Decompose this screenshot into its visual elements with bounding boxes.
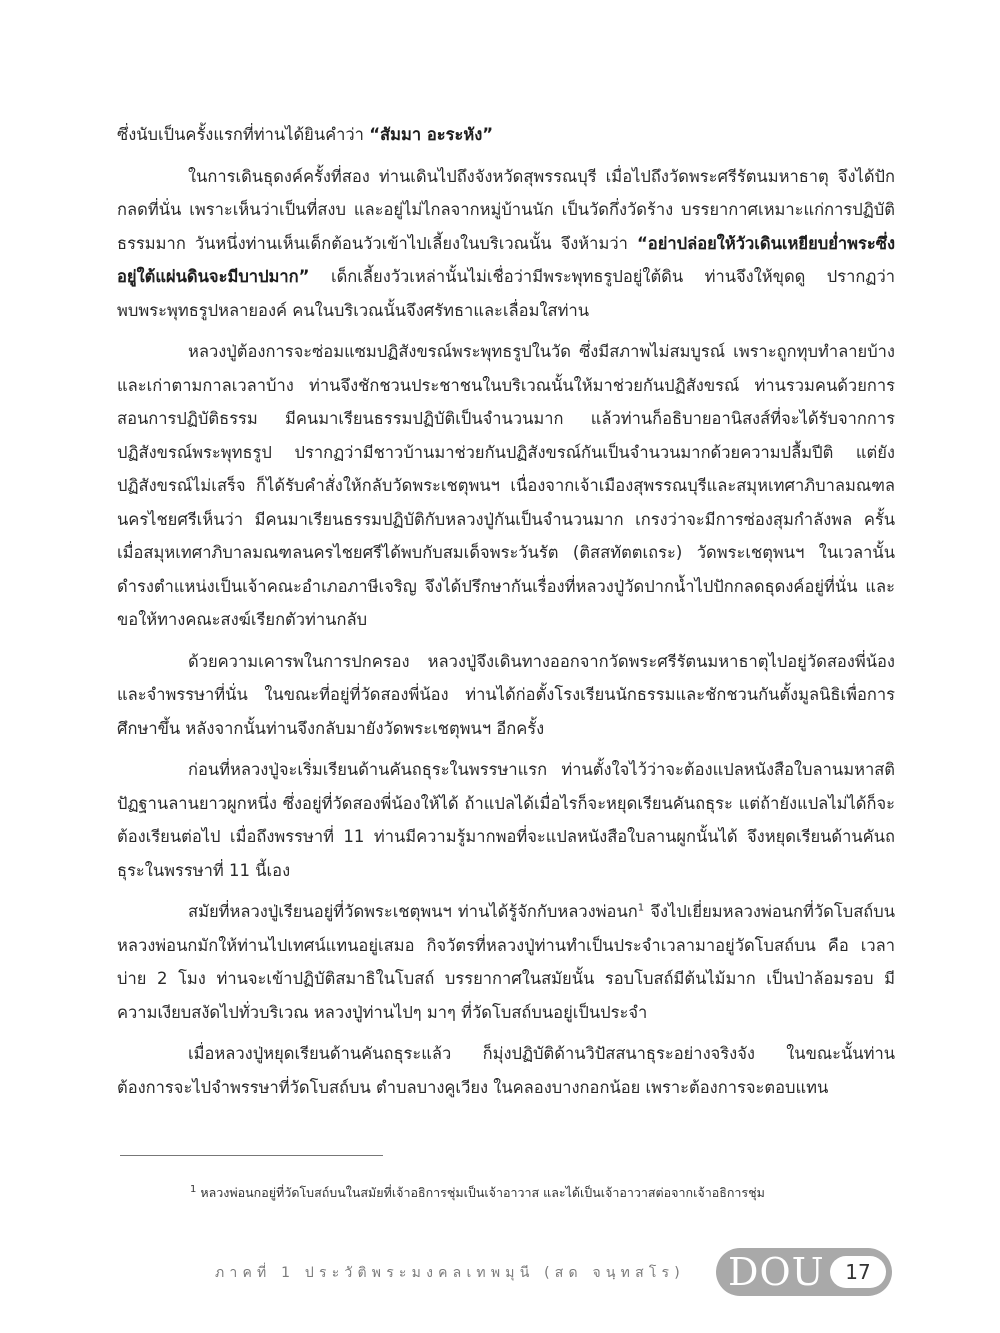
text-run: ก่อนที่หลวงปู่จะเริ่มเรียนด้านคันถธุระในพรรษาแรก ท่านตั้งใจไว้ว่าจะต้องแปลหนังสือใบลานมหาสติปัฏฐานลานยาวผูกหนึ่ง ซึ่งอยู่ที่วัดสองพี่น้องให้ได้ ถ้าแปลได้เมื่อไรก็จะหยุดเรียนคันถธุระ แต่ถ้ายังแปลไม่ได้ก็จะต้องเรียนต่อไป เมื่อถึงพรรษาที่ 11 ท่านมีความรู้มากพอที่จะแปลหนังสือใบลานผูกนั้นได้ จึงหยุดเรียนด้านคันถธุระในพรรษาที่ 11 นี้เอง [117,760,895,880]
body-text [117,118,895,1112]
paragraph [117,160,895,328]
text-run: ในการเดินธุดงค์ครั้งที่สอง ท่านเดินไปถึงจังหวัดสุพรรณบุรี เมื่อไปถึงวัดพระศรีรัตนมหาธาตุ จึงได้ปักกลดที่นั่น เพราะเห็นว่าเป็นที่สงบ และอยู่ไม่ไกลจากหมู่บ้านนัก เป็นวัดกึ่งวัดร้าง บรรยากาศเหมาะแก่การปฏิบัติธรรมมาก วันหนึ่งท่านเห็นเด็กต้อนวัวเข้าไปเลี้ยงในบริเวณนั้น จึงห้ามว่า [117,166,895,253]
bold-quote: “สัมมา อะระหัง” [369,125,494,144]
running-head: ภาคที่ 1 ประวัติพระมงคลเทพมุนี (สด จนฺทสโร) [215,1265,685,1281]
text-run: เมื่อหลวงปู่หยุดเรียนด้านคันถธุระแล้ว ก็มุ่งปฏิบัติด้านวิปัสสนาธุระอย่างจริงจัง ในขณะนั้นท่านต้องการจะไปจำพรรษาที่วัดโบสถ์บน ตำบลบางคูเวียง ในคลองบางกอกน้อย เพราะต้องการจะตอบแทน [117,1044,895,1097]
paragraph [117,753,895,887]
text-run: เด็กเลี้ยงวัวเหล่านั้นไม่เชื่อว่ามีพระพุทธรูปอยู่ใต้ดิน ท่านจึงให้ขุดดู ปรากฏว่าพบพระพุทธรูปหลายองค์ คนในบริเวณนั้นจึงศรัทธาและเลื่อมใสท่าน [117,267,895,320]
dou-logo: DOU [728,1250,825,1294]
page-number: 17 [830,1256,886,1288]
footnote-reference: 1 [637,902,645,914]
text-run: สมัยที่หลวงปู่เรียนอยู่ที่วัดพระเชตุพนฯ ท่านได้รู้จักกับหลวงพ่อนก [188,902,638,921]
footnote-text: หลวงพ่อนกอยู่ที่วัดโบสถ์บนในสมัยที่เจ้าอธิการชุ่มเป็นเจ้าอาวาส และได้เป็นเจ้าอาวาสต่อจากเจ้าอธิการชุ่ม [196,1185,765,1200]
text-run: ซึ่งนับเป็นครั้งแรกที่ท่านได้ยินคำว่า [117,125,370,144]
footnote [190,1184,890,1202]
paragraph [117,1037,895,1104]
page-badge [716,1248,892,1296]
paragraph [117,895,895,1029]
paragraph [117,335,895,637]
footnote-divider [120,1155,383,1156]
text-run: จึงไปเยี่ยมหลวงพ่อนกที่วัดโบสถ์บน หลวงพ่อนกมักให้ท่านไปเทศน์แทนอยู่เสมอ กิจวัตรที่หลวงปู่ท่านทำเป็นประจำเวลามาอยู่วัดโบสถ์บน คือ เวลาบ่าย 2 โมง ท่านจะเข้าปฏิบัติสมาธิในโบสถ์ บรรยากาศในสมัยนั้น รอบโบสถ์มีต้นไม้มาก เป็นป่าล้อมรอบ มีความเงียบสงัดไปทั่วบริเวณ หลวงปู่ท่านไปๆ มาๆ ที่วัดโบสถ์บนอยู่เป็นประจำ [117,902,896,1022]
footnote-mark: 1 [190,1183,197,1195]
paragraph [117,645,895,746]
bold-quote: “อย่าปล่อยให้วัวเดินเหยียบย่ำพระซึ่งอยู่ใต้แผ่นดินจะมีบาปมาก” [117,233,895,286]
paragraph [117,118,895,152]
text-run: หลวงปู่ต้องการจะซ่อมแซมปฏิสังขรณ์พระพุทธรูปในวัด ซึ่งมีสภาพไม่สมบูรณ์ เพราะถูกทุบทำลายบ้าง และเก่าตามกาลเวลาบ้าง ท่านจึงชักชวนประชาชนในบริเวณนั้นให้มาช่วยกันปฏิสังขรณ์ ท่านรวมคนด้วยการสอนการปฏิบัติธรรม มีคนมาเรียนธรรมปฏิบัติเป็นจำนวนมาก แล้วท่านก็อธิบายอานิสงส์ที่จะได้รับจากการปฏิสังขรณ์พระพุทธรูป ปรากฏว่ามีชาวบ้านมาช่วยกันปฏิสังขรณ์กันเป็นจำนวนมากด้วยความปลื้มปีติ แต่ยังปฏิสังขรณ์ไม่เสร็จ ก็ได้รับคำสั่งให้กลับวัดพระเชตุพนฯ เนื่องจากเจ้าเมืองสุพรรณบุรีและสมุหเทศาภิบาลมณฑลนครไชยศรีเห็นว่า มีคนมาเรียนธรรมปฏิบัติกับหลวงปู่กันเป็นจำนวนมาก เกรงว่าจะมีการซ่องสุมกำลังพล ครั้นเมื่อสมุหเทศาภิบาลมณฑลนครไชยศรีได้พบกับสมเด็จพระวันรัต (ติสสทัตตเถระ) วัดพระเชตุพนฯ ในเวลานั้นดำรงตำแหน่งเป็นเจ้าคณะอำเภอภาษีเจริญ จึงได้ปรึกษากันเรื่องที่หลวงปู่วัดปากน้ำไปปักกลดธุดงค์อยู่ที่นั่น และขอให้ทางคณะสงฆ์เรียกตัวท่านกลับ [117,342,895,629]
text-run: ด้วยความเคารพในการปกครอง หลวงปู่จึงเดินทางออกจากวัดพระศรีรัตนมหาธาตุไปอยู่วัดสองพี่น้อง และจำพรรษาที่นั่น ในขณะที่อยู่ที่วัดสองพี่น้อง ท่านได้ก่อตั้งโรงเรียนนักธรรมและชักชวนกันตั้งมูลนิธิเพื่อการศึกษาขึ้น หลังจากนั้นท่านจึงกลับมายังวัดพระเชตุพนฯ อีกครั้ง [117,651,895,738]
